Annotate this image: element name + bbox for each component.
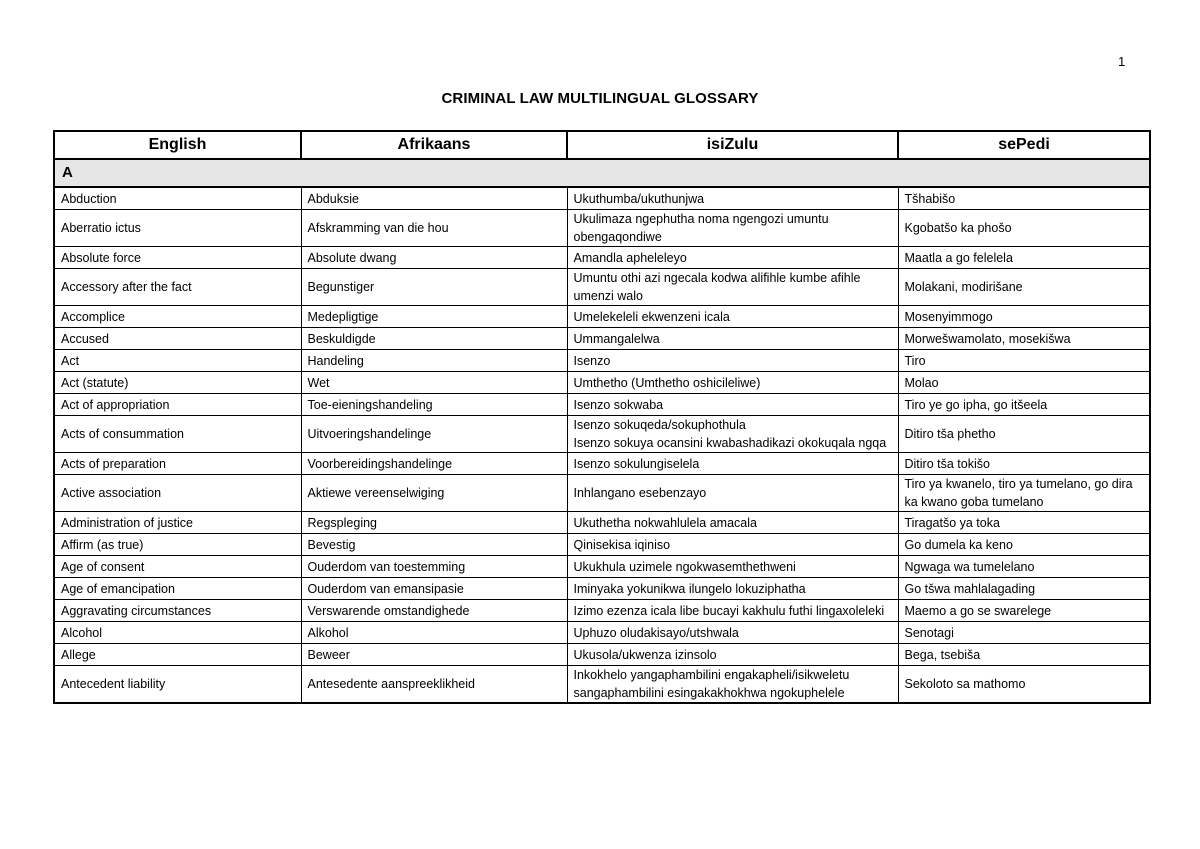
table-row: [54, 350, 1150, 372]
isizulu-term: Ukuthumba/ukuthunjwa: [567, 187, 898, 210]
isizulu-term: Isenzo sokwaba: [567, 394, 898, 416]
afrikaans-term: Handeling: [301, 350, 567, 372]
isizulu-term: Izimo ezenza icala libe bucayi kakhulu futhi lingaxoleleki: [567, 600, 898, 622]
afrikaans-term: Beweer: [301, 644, 567, 666]
sepedi-term: Ngwaga wa tumelelano: [898, 556, 1150, 578]
afrikaans-term: Ouderdom van emansipasie: [301, 578, 567, 600]
english-term: Act (statute): [54, 372, 301, 394]
sepedi-term: Go dumela ka keno: [898, 534, 1150, 556]
header-isizulu: isiZulu: [567, 131, 898, 159]
sepedi-term: Tiro ya kwanelo, tiro ya tumelano, go dira ka kwano goba tumelano: [898, 475, 1150, 512]
sepedi-term: Senotagi: [898, 622, 1150, 644]
sepedi-term: Maatla a go felelela: [898, 247, 1150, 269]
table-row: [54, 210, 1150, 247]
afrikaans-term: Bevestig: [301, 534, 567, 556]
afrikaans-term: Aktiewe vereenselwiging: [301, 475, 567, 512]
afrikaans-term: Toe-eieningshandeling: [301, 394, 567, 416]
english-term: Act: [54, 350, 301, 372]
section-letter: A: [54, 159, 1150, 187]
isizulu-term: Uphuzo oludakisayo/utshwala: [567, 622, 898, 644]
english-term: Administration of justice: [54, 512, 301, 534]
sepedi-term: Molao: [898, 372, 1150, 394]
afrikaans-term: Begunstiger: [301, 269, 567, 306]
sepedi-term: Tiro ye go ipha, go itšeela: [898, 394, 1150, 416]
isizulu-term: Ukuthetha nokwahlulela amacala: [567, 512, 898, 534]
english-term: Antecedent liability: [54, 666, 301, 704]
english-term: Affirm (as true): [54, 534, 301, 556]
sepedi-term: Molakani, modirišane: [898, 269, 1150, 306]
english-term: Act of appropriation: [54, 394, 301, 416]
english-term: Acts of preparation: [54, 453, 301, 475]
table-row: [54, 247, 1150, 269]
header-afrikaans: Afrikaans: [301, 131, 567, 159]
sepedi-term: Tiro: [898, 350, 1150, 372]
sepedi-term: Morwešwamolato, mosekišwa: [898, 328, 1150, 350]
afrikaans-term: Ouderdom van toestemming: [301, 556, 567, 578]
english-term: Accomplice: [54, 306, 301, 328]
english-term: Active association: [54, 475, 301, 512]
table-row: [54, 475, 1150, 512]
sepedi-term: Kgobatšo ka phošo: [898, 210, 1150, 247]
isizulu-term: Isenzo sokulungiselela: [567, 453, 898, 475]
section-row: [54, 159, 1150, 187]
document-title: CRIMINAL LAW MULTILINGUAL GLOSSARY: [441, 90, 759, 107]
english-term: Allege: [54, 644, 301, 666]
sepedi-term: Go tšwa mahlalagading: [898, 578, 1150, 600]
table-row: [54, 187, 1150, 210]
sepedi-term: Maemo a go se swarelege: [898, 600, 1150, 622]
isizulu-term: Qinisekisa iqiniso: [567, 534, 898, 556]
isizulu-term: Iminyaka yokunikwa ilungelo lokuziphatha: [567, 578, 898, 600]
table-row: [54, 269, 1150, 306]
afrikaans-term: Abduksie: [301, 187, 567, 210]
header-english: English: [54, 131, 301, 159]
sepedi-term: Bega, tsebiša: [898, 644, 1150, 666]
table-row: [54, 328, 1150, 350]
isizulu-term: Ukulimaza ngephutha noma ngengozi umuntu obengaqondiwe: [567, 210, 898, 247]
page-number: 1: [1118, 54, 1126, 69]
sepedi-term: Ditiro tša tokišo: [898, 453, 1150, 475]
afrikaans-term: Alkohol: [301, 622, 567, 644]
english-term: Alcohol: [54, 622, 301, 644]
table-row: [54, 306, 1150, 328]
afrikaans-term: Wet: [301, 372, 567, 394]
afrikaans-term: Afskramming van die hou: [301, 210, 567, 247]
english-term: Accessory after the fact: [54, 269, 301, 306]
table-row: [54, 534, 1150, 556]
afrikaans-term: Medepligtige: [301, 306, 567, 328]
afrikaans-term: Verswarende omstandighede: [301, 600, 567, 622]
isizulu-term: Ummangalelwa: [567, 328, 898, 350]
english-term: Accused: [54, 328, 301, 350]
sepedi-term: Tiragatšo ya toka: [898, 512, 1150, 534]
isizulu-term: Umuntu othi azi ngecala kodwa alifihle kumbe afihle umenzi walo: [567, 269, 898, 306]
afrikaans-term: Beskuldigde: [301, 328, 567, 350]
table-row: [54, 622, 1150, 644]
sepedi-term: Sekoloto sa mathomo: [898, 666, 1150, 704]
afrikaans-term: Absolute dwang: [301, 247, 567, 269]
english-term: Age of consent: [54, 556, 301, 578]
table-row: [54, 416, 1150, 453]
afrikaans-term: Regspleging: [301, 512, 567, 534]
english-term: Aberratio ictus: [54, 210, 301, 247]
english-term: Age of emancipation: [54, 578, 301, 600]
table-row: [54, 556, 1150, 578]
english-term: Abduction: [54, 187, 301, 210]
table-row: [54, 394, 1150, 416]
table-row: [54, 453, 1150, 475]
isizulu-term: Umthetho (Umthetho oshicileliwe): [567, 372, 898, 394]
isizulu-term: Umelekeleli ekwenzeni icala: [567, 306, 898, 328]
isizulu-term: Inkokhelo yangaphambilini engakapheli/isikweletu sangaphambilini esingakakhokhwa ngokuphelele: [567, 666, 898, 704]
isizulu-term: Isenzo: [567, 350, 898, 372]
isizulu-term: Isenzo sokuqeda/sokuphothula Isenzo sokuya ocansini kwabashadikazi okokuqala ngqa: [567, 416, 898, 453]
english-term: Absolute force: [54, 247, 301, 269]
sepedi-term: Mosenyimmogo: [898, 306, 1150, 328]
afrikaans-term: Uitvoeringshandelinge: [301, 416, 567, 453]
isizulu-term: Amandla apheleleyo: [567, 247, 898, 269]
table-row: [54, 372, 1150, 394]
table-row: [54, 644, 1150, 666]
english-term: Acts of consummation: [54, 416, 301, 453]
afrikaans-term: Voorbereidingshandelinge: [301, 453, 567, 475]
sepedi-term: Tšhabišo: [898, 187, 1150, 210]
isizulu-term: Ukusola/ukwenza izinsolo: [567, 644, 898, 666]
isizulu-term: Inhlangano esebenzayo: [567, 475, 898, 512]
table-row: [54, 512, 1150, 534]
afrikaans-term: Antesedente aanspreeklikheid: [301, 666, 567, 704]
header-row: [54, 131, 1150, 159]
sepedi-term: Ditiro tša phetho: [898, 416, 1150, 453]
table-row: [54, 600, 1150, 622]
table-row: [54, 578, 1150, 600]
table-row: [54, 666, 1150, 704]
glossary-table: [53, 130, 1151, 704]
header-sepedi: sePedi: [898, 131, 1150, 159]
english-term: Aggravating circumstances: [54, 600, 301, 622]
isizulu-term: Ukukhula uzimele ngokwasemthethweni: [567, 556, 898, 578]
